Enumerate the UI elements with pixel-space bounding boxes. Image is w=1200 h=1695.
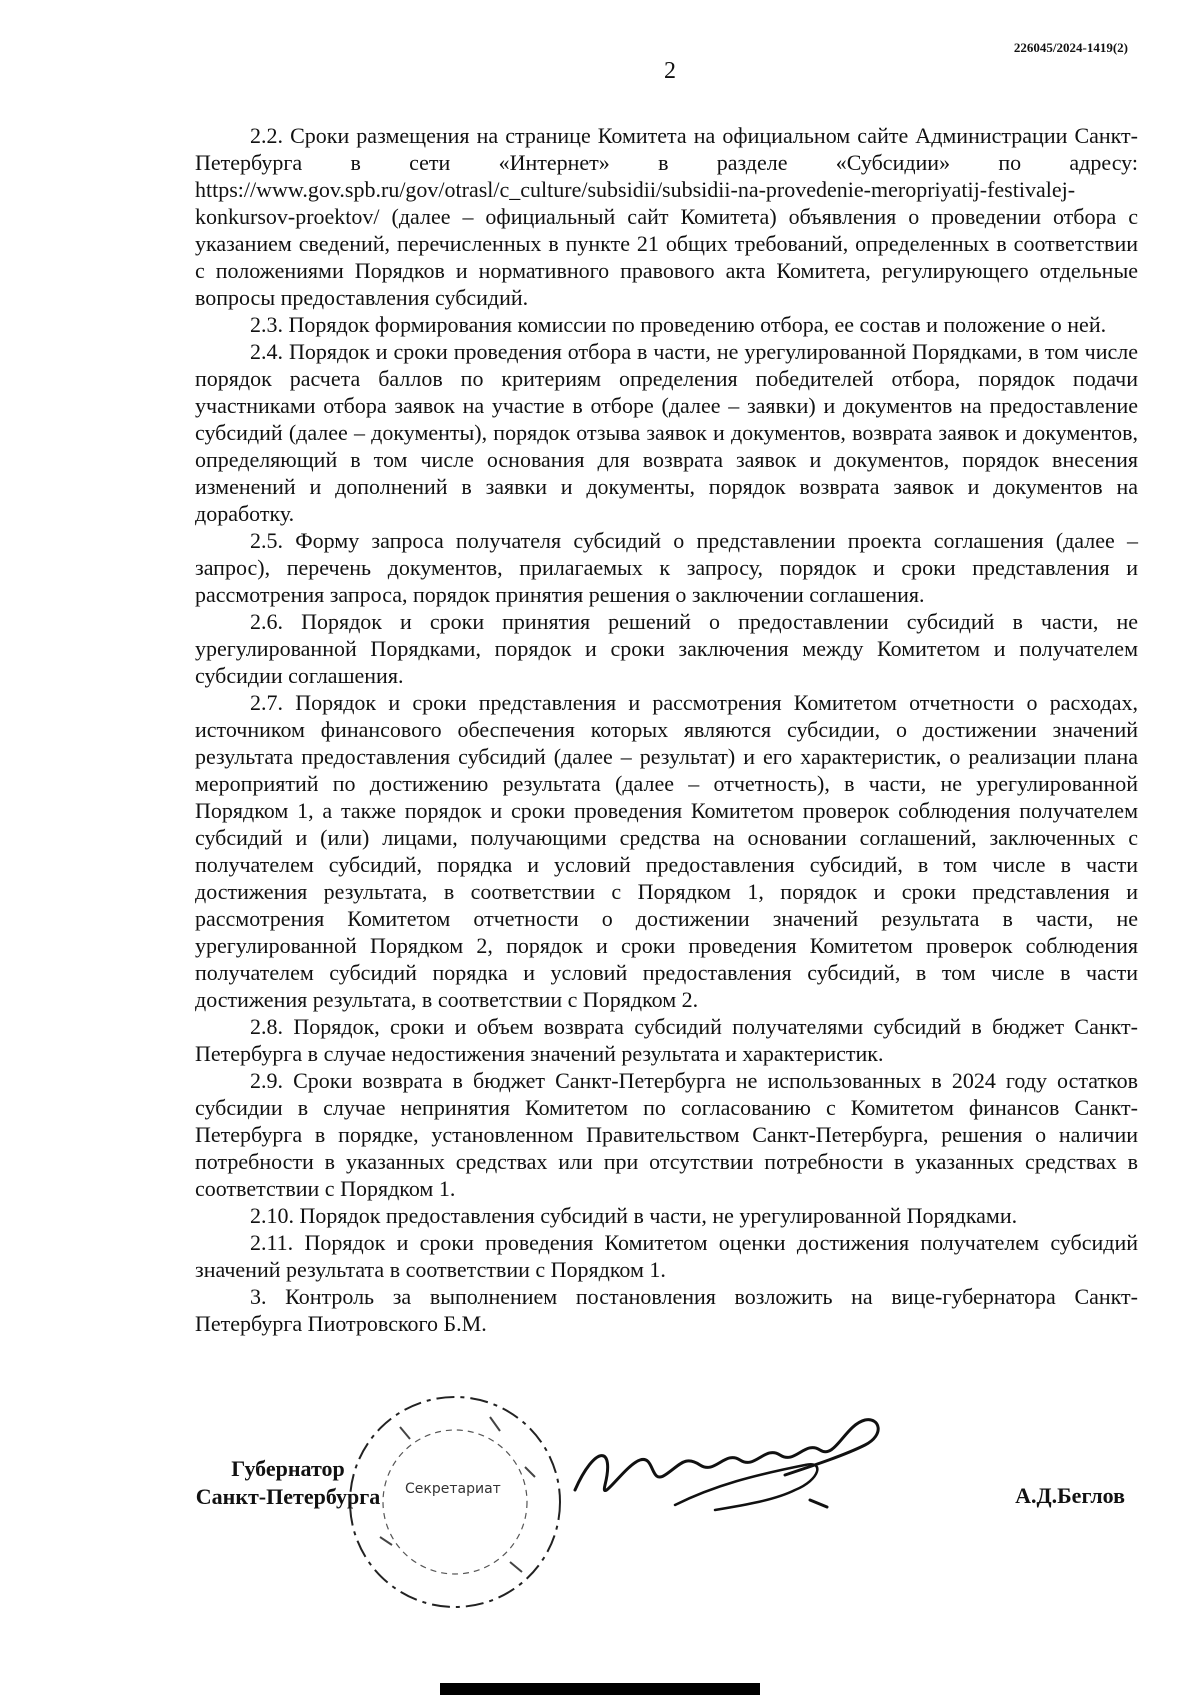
paragraph-2-5: 2.5. Форму запроса получателя субсидий о представлении проекта соглашения (далее – запрос), перечень документов, прилагаемых к запросу, порядок и сроки представления и рассмотрения запроса, порядок принятия решения о заключении соглашения. xyxy=(195,528,1138,607)
paragraph-2-11: 2.11. Порядок и сроки проведения Комитетом оценки достижения получателем субсидий значений результата в соответствии с Порядком 1. xyxy=(195,1230,1138,1282)
paragraph-2-2: 2.2. Сроки размещения на странице Комитета на официальном сайте Администрации Санкт-Петербурга в сети «Интернет» в разделе «Субсидии» по адресу: https://www.gov.spb.ru/gov/otrasl/c_culture/subsidii/subsidii-na-provedenie-meropriyatij-festivalej-konkursov-proektov/ (далее – официальный сайт Комитета) объявления о проведении отбора с указанием сведений, перечисленных в пункте 21 общих требований, определенных в соответствии с положениями Порядков и нормативного правового акта Комитета, регулирующего отдельные вопросы предоставления субсидий. xyxy=(195,123,1138,310)
page-number: 2 xyxy=(664,58,676,84)
handwritten-signature xyxy=(565,1405,895,1525)
paragraph-2-8: 2.8. Порядок, сроки и объем возврата субсидий получателями субсидий в бюджет Санкт-Петербурга в случае недостижения значений результата и характеристик. xyxy=(195,1014,1138,1066)
round-stamp xyxy=(340,1387,570,1617)
paragraph-2-6: 2.6. Порядок и сроки принятия решений о предоставлении субсидий в части, не урегулированной Порядками, порядок и сроки заключения между Комитетом и получателем субсидии соглашения. xyxy=(195,609,1138,688)
governor-title-line2: Санкт-Петербурга xyxy=(195,1484,381,1509)
signature-block xyxy=(0,1445,1200,1645)
paragraph-2-3: 2.3. Порядок формирования комиссии по проведению отбора, ее состав и положение о ней. xyxy=(250,312,1107,337)
governor-name: А.Д.Беглов xyxy=(1015,1483,1125,1508)
body-text xyxy=(195,122,1138,1337)
governor-title-line1: Губернатор xyxy=(231,1456,345,1481)
paragraph-3: 3. Контроль за выполнением постановления возложить на вице-губернатора Санкт-Петербурга Пиотровского Б.М. xyxy=(195,1284,1138,1336)
paragraph-2-4: 2.4. Порядок и сроки проведения отбора в части, не урегулированной Порядками, в том числе порядок расчета баллов по критериям определения победителей отбора, порядок подачи участниками отбора заявок на участие в отборе (далее – заявки) и документов на предоставление субсидий (далее – документы), порядок отзыва заявок и документов, возврата заявок и документов, определяющий в том числе основания для возврата заявок и документов, порядок внесения изменений и дополнений в заявки и документы, порядок возврата заявок и документов на доработку. xyxy=(195,339,1138,526)
redaction-bar xyxy=(440,1683,760,1695)
paragraph-2-10: 2.10. Порядок предоставления субсидий в части, не урегулированной Порядками. xyxy=(250,1203,1018,1228)
stamp-secretariat-text: Секретариат xyxy=(405,1481,501,1497)
document-number: 226045/2024-1419(2) xyxy=(1013,40,1128,55)
paragraph-2-9: 2.9. Сроки возврата в бюджет Санкт-Петербурга не использованных в 2024 году остатков субсидии в случае непринятия Комитетом по согласованию с Комитетом финансов Санкт-Петербурга в порядке, установленном Правительством Санкт-Петербурга, решения о наличии потребности в указанных средствах или при отсутствии потребности в указанных средствах в соответствии с Порядком 1. xyxy=(195,1068,1138,1201)
paragraph-2-7: 2.7. Порядок и сроки представления и рассмотрения Комитетом отчетности о расходах, источником финансового обеспечения которых являются субсидии, о достижении значений результата предоставления субсидий (далее – результат) и его характеристик, о реализации плана мероприятий по достижению результата (далее – отчетность), в части, не урегулированной Порядком 1, а также порядок и сроки проведения Комитетом проверок соблюдения получателем субсидий и (или) лицами, получающими средства на основании соглашений, заключенных с получателем субсидий, порядка и условий предоставления субсидий, в том числе в части достижения результата, в соответствии с Порядком 1, порядок и сроки представления и рассмотрения Комитетом отчетности о достижении значений результата в части, не урегулированной Порядком 2, порядок и сроки проведения Комитетом проверок соблюдения получателем субсидий порядка и условий предоставления субсидий, в том числе в части достижения результата, в соответствии с Порядком 2. xyxy=(195,690,1138,1012)
